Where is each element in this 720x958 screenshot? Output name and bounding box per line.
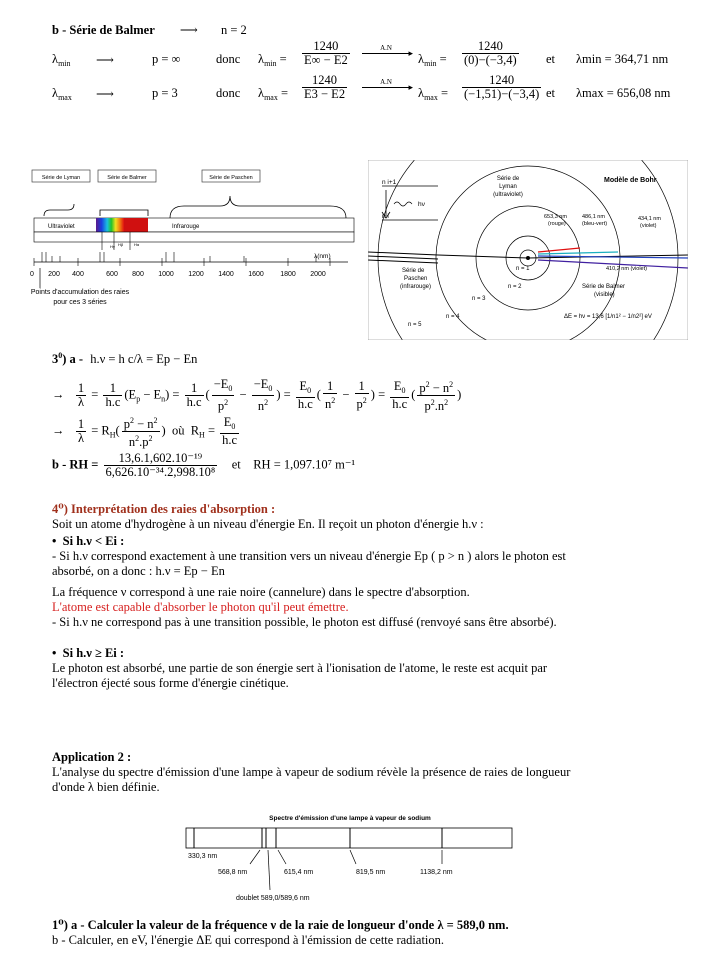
question-2: b - Calculer, en eV, l'énergie ΔE qui correspond à l'émission de cette radiation. bbox=[52, 933, 445, 947]
case1-b: absorbé, on a donc : h.ν = Ep − En bbox=[52, 564, 225, 578]
arrow-1: ⟶ bbox=[96, 53, 114, 67]
frac-inf-num: $\frac{1240}{(0)-(-3,4)}$ bbox=[464, 39, 517, 67]
lambda-max-line: $\lambda_{max}$ bbox=[52, 86, 72, 102]
hb-label: Hβ bbox=[118, 242, 124, 247]
frac-3: $\frac{1240}{E3 - E2}$ bbox=[304, 73, 346, 101]
lambda-max-3: $\lambda_{max}$ = bbox=[418, 86, 449, 102]
n1-label: n = 1 bbox=[516, 266, 530, 272]
ir-label: Infrarouge bbox=[172, 224, 200, 230]
n-equals: n = 2 bbox=[220, 23, 247, 37]
tick-600: 600 bbox=[106, 271, 118, 278]
part4-block bbox=[52, 502, 692, 691]
balmer-1: Série de Balmer bbox=[582, 284, 626, 290]
question-1: 1⁰) a - Calculer la valeur de la fréquence ν de la raie de longueur d'onde λ = 589,0 nm. bbox=[52, 918, 509, 932]
r486-label: 486,1 nm bbox=[582, 214, 605, 220]
case2-a: Le photon est absorbé, une partie de son énergie sert à l'ionisation de l'atome, le reste est acquit par bbox=[52, 661, 548, 675]
et-2: et bbox=[546, 86, 556, 100]
sodium-spectrum-figure bbox=[180, 810, 520, 910]
r486b-label: (bleu-vert) bbox=[582, 221, 608, 227]
line-1138: 1138,2 nm bbox=[420, 869, 453, 876]
r410-label: 410,2 nm (violet) bbox=[606, 266, 647, 272]
paschen-1: Série de bbox=[402, 268, 425, 274]
r434-label: 434,1 nm bbox=[638, 216, 661, 222]
doublet-label: doublet 589,0/589,6 nm bbox=[236, 895, 310, 902]
rh-label: b - RH = bbox=[52, 457, 99, 472]
an-arrow-1: A.N ▸ bbox=[362, 44, 410, 55]
case1-a: - Si h.ν correspond exactement à une transition vers un niveau d'énergie Ep ( p > n ) alors le photon est bbox=[52, 549, 566, 563]
rh-result: RH = 1,097.10⁷ m⁻¹ bbox=[253, 457, 356, 472]
tick-1200: 1200 bbox=[188, 271, 204, 278]
tick-1000: 1000 bbox=[158, 271, 174, 278]
tick-2000: 2000 bbox=[310, 271, 326, 278]
lambda-symbol: λ bbox=[52, 52, 59, 66]
n5-label: n = 5 bbox=[408, 322, 422, 328]
tick-1800: 1800 bbox=[280, 271, 296, 278]
tick-1600: 1600 bbox=[248, 271, 264, 278]
case1-red: L'atome est capable d'absorber le photon qu'il peut émettre. bbox=[52, 600, 349, 614]
lambda-max-2: $\lambda_{max}$ = bbox=[258, 86, 289, 102]
part4-intro: Soit un atome d'hydrogène à un niveau d'énergie En. Il reçoit un photon d'énergie h.ν : bbox=[52, 517, 484, 531]
part3-eq1: h.ν = h c/λ = Ep − En bbox=[90, 352, 198, 366]
case1-d: - Si h.ν ne correspond pas à une transition possible, le photon est diffusé (renvoyé sans être absorbé). bbox=[52, 615, 557, 629]
bohr-title: Modèle de Bohr bbox=[604, 177, 657, 184]
n2-label: n = 2 bbox=[508, 284, 522, 290]
n-ip1-label: n i+1 bbox=[382, 179, 397, 186]
lambda-min-result: λmin = 364,71 nm bbox=[576, 52, 669, 66]
sodium-fig-title: Spectre d'émission d'une lampe à vapeur de sodium bbox=[269, 815, 431, 822]
paschen-2: Paschen bbox=[404, 276, 428, 282]
bohr-formula: ΔE = hν = 13,6 [1/n1² − 1/n2²] eV bbox=[564, 314, 652, 320]
p-three: p = 3 bbox=[152, 86, 178, 100]
ha-label: Hα bbox=[134, 242, 140, 247]
part3-line1: $3^0$) a - h.ν = h c/λ = Ep − En bbox=[52, 351, 198, 366]
uv-label: Ultraviolet bbox=[48, 224, 75, 230]
arrow-2: ⟶ bbox=[96, 87, 114, 101]
line-330: 330,3 nm bbox=[188, 853, 218, 860]
app2-text1: L'analyse du spectre d'émission d'une lampe à vapeur de sodium révèle la présence de raies de longueur bbox=[52, 765, 571, 779]
bohr-model-figure bbox=[368, 160, 688, 340]
part3-line3: → $\frac{1}{\lambda}$ = $R_H$( $\frac{p^2 - n^2}{n^2.p^2}$ ) où $R_H$ = $\frac{E_0}{h.c}$ bbox=[52, 415, 238, 449]
part3-line2: → $\frac{1}{\lambda}$ = $\frac{1}{h.c}$ $(E_p - E_n)$ = $\frac{1}{h.c}$ ( $\frac{-E_0}{p^2}$ − $\frac{-E_0}{n^2}$ ) = $\frac{E_0}{h.c}$ ( $\frac{1}{n^2}$ − $\frac{1}{p^2}$ ) = $\frac{E_0}{h.c}$ ( $\frac{p^2 - n^2}{p^2.n^2}$ ) bbox=[52, 377, 462, 413]
tick-0: 0 bbox=[30, 271, 34, 278]
hg-label: Hγ bbox=[110, 244, 115, 249]
paschen-3: (infrarouge) bbox=[400, 284, 432, 290]
min-sub: min bbox=[58, 59, 71, 68]
label-paschen: Série de Paschen bbox=[209, 175, 253, 181]
r434b-label: (violet) bbox=[640, 223, 657, 229]
et-1: et bbox=[546, 52, 556, 66]
r653b-label: (rouge) bbox=[548, 221, 566, 227]
frac-3-num: $\frac{1240}{(-1,51)-(-3,4)}$ bbox=[464, 73, 540, 101]
app2-questions bbox=[52, 918, 692, 948]
caption-2: pour ces 3 séries bbox=[53, 299, 107, 306]
case2: • Si h.ν ≥ Ei : bbox=[52, 646, 125, 660]
donc-1: donc bbox=[216, 52, 241, 66]
arrow: ⟶ bbox=[179, 23, 198, 37]
case1-c: La fréquence ν correspond à une raie noire (cannelure) dans le spectre d'absorption. bbox=[52, 585, 470, 599]
axis-label: λ(nm) bbox=[314, 253, 331, 260]
line-819: 819,5 nm bbox=[356, 869, 386, 876]
line-568: 568,8 nm bbox=[218, 869, 248, 876]
label-lyman: Série de Lyman bbox=[41, 175, 81, 181]
n4-label: n = 4 bbox=[446, 314, 460, 320]
hydrogen-spectrum-figure bbox=[30, 160, 360, 322]
balmer-title: b - Série de Balmer bbox=[52, 23, 155, 37]
line-615: 615,4 nm bbox=[284, 869, 314, 876]
part4-title: 4⁰) Interprétation des raies d'absorption : bbox=[52, 502, 276, 516]
lyman-3: (ultraviolet) bbox=[493, 192, 523, 198]
lambda-max-result: λmax = 656,08 nm bbox=[576, 86, 671, 100]
app2-block bbox=[52, 750, 692, 795]
an-arrow-2: A.N ▸ bbox=[362, 78, 410, 89]
p-infinity: p = ∞ bbox=[152, 52, 181, 66]
tick-800: 800 bbox=[132, 271, 144, 278]
frac-inf: $\frac{1240}{E\infty - E2}$ bbox=[304, 39, 348, 67]
label-balmer: Série de Balmer bbox=[107, 175, 147, 181]
caption-1: Points d'accumulation des raies bbox=[30, 289, 130, 296]
lambda-min-2: $\lambda_{min}$ = bbox=[258, 52, 287, 68]
tick-200: 200 bbox=[48, 271, 60, 278]
tick-400: 400 bbox=[72, 271, 84, 278]
balmer-title-line bbox=[52, 22, 247, 38]
part3-line4: b - RH = $\frac{\text{13,6.1,602.10⁻¹⁹}}{\text{6,626.10⁻³⁴.2,998.10⁸}}$ et RH = 1,097.10⁷ m⁻¹ bbox=[52, 451, 356, 479]
r653-label: 653,3 nm bbox=[544, 214, 567, 220]
balmer-2: (visible) bbox=[594, 292, 615, 298]
app2-text2: d'onde λ bien définie. bbox=[52, 780, 160, 794]
tick-1400: 1400 bbox=[218, 271, 234, 278]
case1: • Si h.ν < Ei : bbox=[52, 534, 125, 548]
lambda-min-line bbox=[52, 52, 71, 68]
donc-2: donc bbox=[216, 86, 241, 100]
n-i-label: n i bbox=[382, 213, 389, 220]
case2-b: l'électron éjecté sous forme d'énergie cinétique. bbox=[52, 676, 289, 690]
lambda-min-3: $\lambda_{min}$ = bbox=[418, 52, 447, 68]
app2-title: Application 2 : bbox=[52, 750, 132, 764]
lyman-1: Série de bbox=[496, 176, 520, 182]
hv-label: hν bbox=[418, 201, 425, 208]
n3-label: n = 3 bbox=[472, 296, 486, 302]
lyman-2: Lyman bbox=[499, 184, 517, 190]
